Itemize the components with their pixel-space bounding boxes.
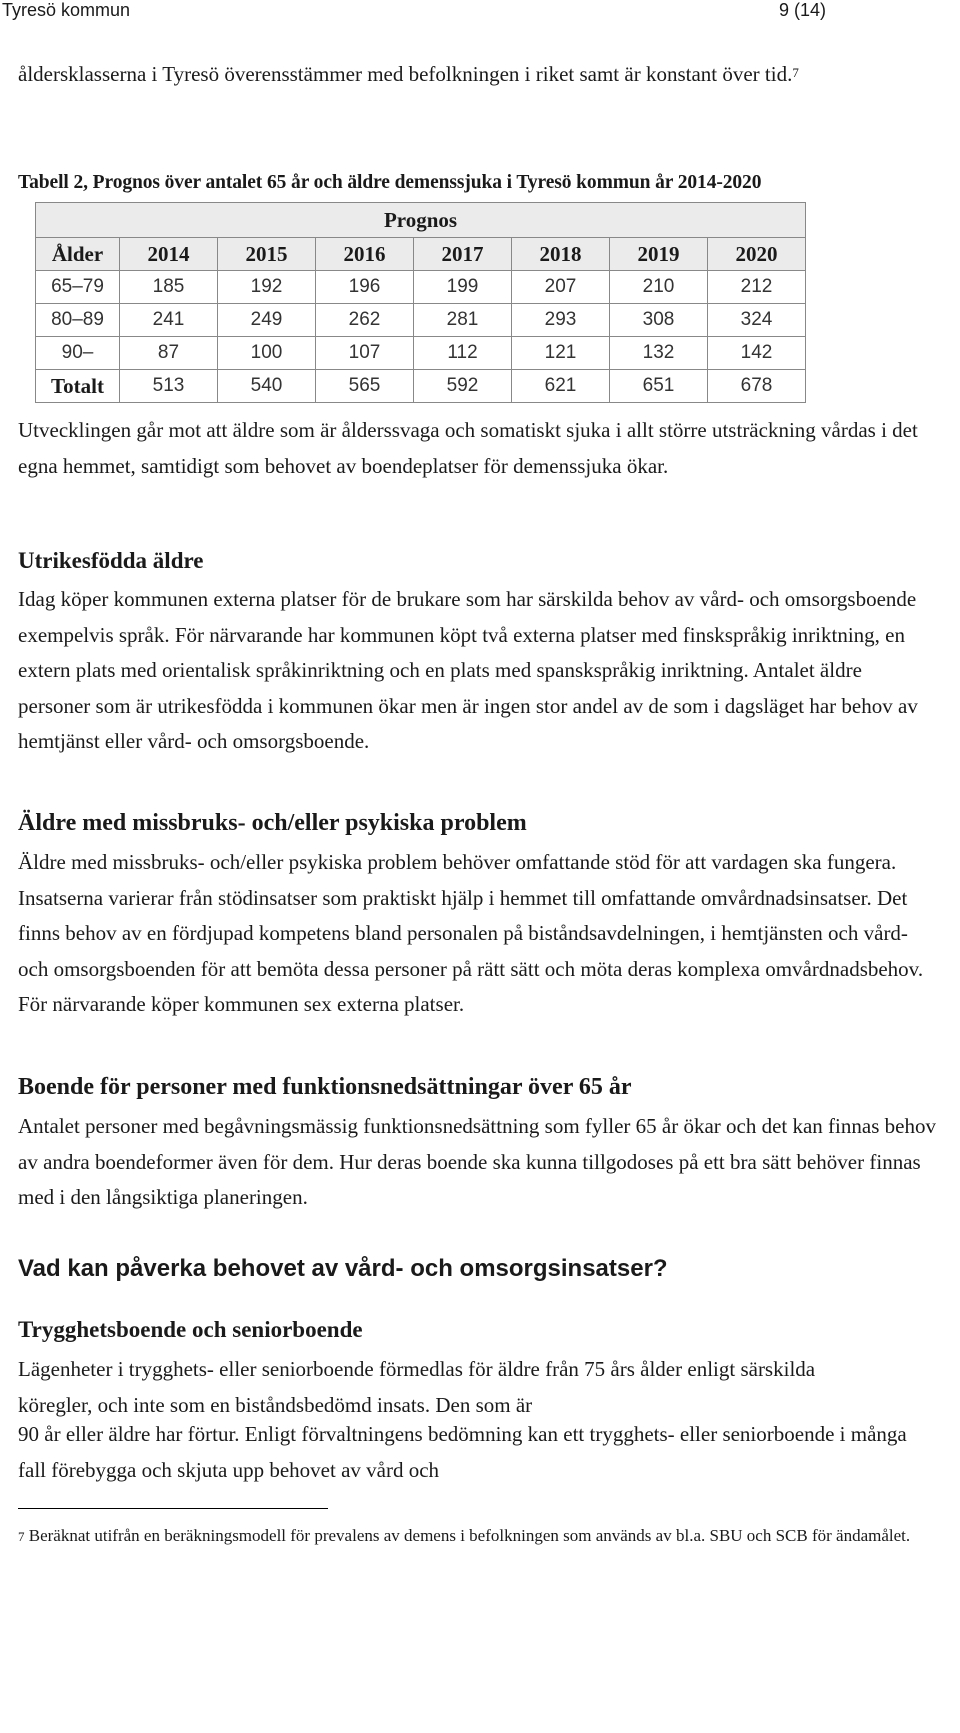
trygghetsboende-paragraph-2: 90 år eller äldre har förtur. Enligt förvaltningens bedömning kan ett trygghets- eller seniorboende i många fall förebygga och skjuta upp behovet av vård och xyxy=(18,1422,907,1482)
column-header: Ålder xyxy=(36,238,120,271)
row-header: 90– xyxy=(36,337,120,370)
heading-utrikesfodda: Utrikesfödda äldre xyxy=(18,548,204,573)
column-header: 2017 xyxy=(414,238,512,271)
table-cell: 241 xyxy=(120,304,218,337)
intro-text: åldersklasserna i Tyresö överensstämmer med befolkningen i riket samt är konstant över tid. xyxy=(18,62,793,86)
table-cell: 281 xyxy=(414,304,512,337)
table-cell: 651 xyxy=(610,370,708,403)
missbruk-paragraph: Äldre med missbruks- och/eller psykiska problem behöver omfattande stöd för att vardagen ska fungera. Insatserna varierar från stödinsatser som praktiskt hjälp i hemmet till omfattande omvårdnadsinsatser. Det finns behov av en fördjupad kompetens bland personalen på biståndsavdelningen, i hemtjänsten och vård- och omsorgsboenden för att bemöta dessa personer på rätt sätt och möta deras komplexa omvårdnadsbehov. För närvarande köper kommunen sex externa platser. xyxy=(18,850,924,1016)
page-header xyxy=(0,0,960,24)
footnote-divider xyxy=(18,1508,328,1509)
table-row xyxy=(36,337,806,370)
table-cell: 87 xyxy=(120,337,218,370)
header-page-number: 9 (14) xyxy=(779,0,827,20)
heading-funktionsnedsattning: Boende för personer med funktionsnedsättningar över 65 år xyxy=(18,1074,632,1100)
table-cell: 293 xyxy=(512,304,610,337)
table-cell: 196 xyxy=(316,271,414,304)
column-header: 2016 xyxy=(316,238,414,271)
table-row xyxy=(36,271,806,304)
trygghetsboende-paragraph-1: Lägenheter i trygghets- eller seniorboende förmedlas för äldre från 75 års ålder enligt särskilda köregler, och inte som en biståndsbedömd insats. Den som är xyxy=(18,1357,816,1417)
heading-trygghetsboende: Trygghetsboende och seniorboende xyxy=(18,1317,363,1342)
table-cell: 210 xyxy=(610,271,708,304)
table-cell: 212 xyxy=(708,271,806,304)
table-row xyxy=(36,304,806,337)
table-cell: 621 xyxy=(512,370,610,403)
table-cell: 308 xyxy=(610,304,708,337)
row-header: 80–89 xyxy=(36,304,120,337)
table-cell: 592 xyxy=(414,370,512,403)
footnote-reference[interactable]: 7 xyxy=(792,65,799,80)
table-cell: 678 xyxy=(708,370,806,403)
utrikesfodda-paragraph: Idag köper kommunen externa platser för de brukare som har särskilda behov av vård- och omsorgsboende exempelvis språk. För närvarande har kommunen köpt två externa platser med finskspråkig inriktning, en extern plats med orientalisk språkinriktning och en plats med spanskspråkig inriktning. Antalet äldre personer som är utrikesfödda i kommunen ökar men är ingen stor andel av de som i dagsläget har behov av hemtjänst eller vård- och omsorgsboende. xyxy=(18,587,918,753)
footnote-number: 7 xyxy=(18,1529,25,1544)
table-cell: 121 xyxy=(512,337,610,370)
table-cell: 513 xyxy=(120,370,218,403)
table-cell: 132 xyxy=(610,337,708,370)
column-header: 2019 xyxy=(610,238,708,271)
row-header: Totalt xyxy=(36,370,120,403)
prognosis-table xyxy=(35,202,806,403)
heading-missbruk: Äldre med missbruks- och/eller psykiska problem xyxy=(18,810,527,836)
table-header-row xyxy=(36,238,806,271)
footnote xyxy=(18,1521,938,1552)
table-cell: 540 xyxy=(218,370,316,403)
row-header: 65–79 xyxy=(36,271,120,304)
table-cell: 107 xyxy=(316,337,414,370)
development-paragraph: Utvecklingen går mot att äldre som är ålderssvaga och somatiskt sjuka i allt större utsträckning vårdas i det egna hemmet, samtidigt som behovet av boendeplatser för demenssjuka ökar. xyxy=(18,418,918,478)
table-cell: 192 xyxy=(218,271,316,304)
table-cell: 207 xyxy=(512,271,610,304)
table-group-header: Prognos xyxy=(36,203,806,238)
column-header: 2020 xyxy=(708,238,806,271)
funktionsnedsattning-paragraph: Antalet personer med begåvningsmässig funktionsnedsättning som fyller 65 år ökar och det kan finnas behov av andra boendeformer även för dem. Hur deras boende ska kunna tillgodoses på ett bra sätt behöver finnas med i den långsiktiga planeringen. xyxy=(18,1114,936,1209)
heading-main-section: Vad kan påverka behovet av vård- och omsorgsinsatser? xyxy=(18,1255,668,1282)
table-cell: 199 xyxy=(414,271,512,304)
column-header: 2015 xyxy=(218,238,316,271)
table-cell: 100 xyxy=(218,337,316,370)
column-header: 2014 xyxy=(120,238,218,271)
table-caption: Tabell 2, Prognos över antalet 65 år och äldre demenssjuka i Tyresö kommun år 2014-2020 xyxy=(18,172,762,193)
table-cell: 249 xyxy=(218,304,316,337)
table-cell: 142 xyxy=(708,337,806,370)
column-header: 2018 xyxy=(512,238,610,271)
header-organization: Tyresö kommun xyxy=(2,0,131,20)
table-title-row xyxy=(36,203,806,238)
table-cell: 185 xyxy=(120,271,218,304)
table-cell: 262 xyxy=(316,304,414,337)
intro-paragraph xyxy=(18,57,923,93)
table-cell: 112 xyxy=(414,337,512,370)
table-row-total xyxy=(36,370,806,403)
table-cell: 565 xyxy=(316,370,414,403)
footnote-text: Beräknat utifrån en beräkningsmodell för prevalens av demens i befolkningen som används av bl.a. SBU och SCB för ändamålet. xyxy=(28,1526,911,1545)
table-cell: 324 xyxy=(708,304,806,337)
